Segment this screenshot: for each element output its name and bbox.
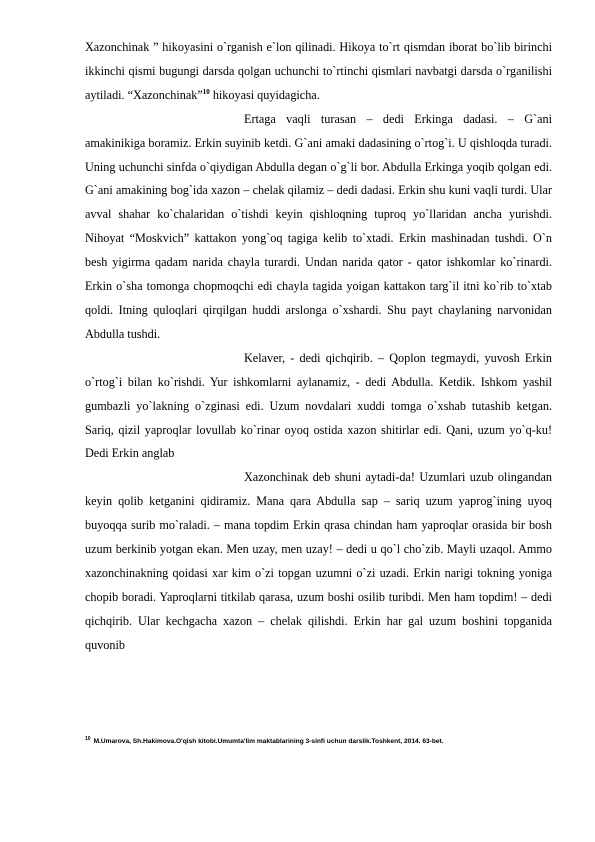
paragraph-1-text-end: hikoyasi quyidagicha. bbox=[209, 87, 320, 102]
paragraph-4: Xazonchinak deb shuni aytadi-da! Uzumlari uzub olingandan keyin qolib ketganini qidiramiz. Mana qara Abdulla sap – sariq uzum yaprog`ining uyoq buyoqqa surib mo`raladi. – mana topdim Erkin qrasa chindan ham yaproqlar orasida bir bosh uzum berkinib yotgan ekan. Men uzay, men uzay! – dedi u qo`l cho`zib. Mayli uzaqol. Ammo xazonchinakning qoidasi xar kim o`zi topgan uzumni o`zi uzadi. Erkin narigi tokning yoniga chopib boradi. Yaproqlarni titkilab qarasa, uzum boshi osilib turibdi. Men ham topdim! – dedi qichqirib. Ular kechgacha xazon – chelak qilishdi. Erkin har gal uzum boshini topganida quvonib bbox=[85, 470, 552, 652]
paragraph-1-text: Xazonchinak ” hikoyasini o`rganish e`lon qilinadi. Hikoya to`rt qismdan iborat bo`lib birinchi ikkinchi qismi bugungi darsda qolgan uchunchi to`rtinchi qismlari navbatgi darsda o`rganilishi aytiladi. “Xazonchinak” bbox=[85, 40, 552, 102]
footnote-number: 10 bbox=[85, 736, 91, 742]
footnote bbox=[85, 737, 552, 746]
footnote-reference[interactable]: 10 bbox=[202, 87, 210, 96]
paragraph-1 bbox=[85, 36, 552, 108]
footnote-text: M.Umarova, Sh.Hakimova.O'qish kitobi.Umumta'lim maktablarining 3-sinfi uchun darslik.Toshkent, 2014. 63-bet. bbox=[93, 738, 444, 745]
document-body bbox=[85, 36, 552, 658]
paragraph-2: Ertaga vaqli turasan – dedi Erkinga dadasi. – G`ani amakinikiga boramiz. Erkin suyinib ketdi. G`ani amaki dadasining o`rtog`i. U qishloqda turadi. Uning uchunchi sinfda o`qiydigan Abdulla degan o`g`li bor. Abdulla Erkinga yoqib qolgan edi. G`ani amakining bog`ida xazon – chelak qilamiz – dedi dadasi. Erkin shu kuni vaqli turdi. Ular avval shahar ko`chalaridan o`tishdi keyin qishloqning tuproq yo`llaridan ancha yurishdi. Nihoyat “Moskvich” kattakon yong`oq tagiga kelib to`xtadi. Erkin mashinadan tushdi. O`n besh yigirma qadam narida chayla turardi. Undan narida qator - qator ishkomlar ko`rinardi. Erkin o`sha tomonga chopmoqchi edi chayla tagida yoigan kattakon targ`il itni ko`rib to`xtab qoldi. Itning quloqlari qirqilgan huddi arslonga o`xshardi. Shu payt chaylaning narvonidan Abdulla tushdi. bbox=[85, 111, 552, 341]
paragraph-3: Kelaver, - dedi qichqirib. – Qoplon tegmaydi, yuvosh Erkin o`rtog`i bilan ko`rishdi. Yur ishkomlarni aylanamiz, - dedi Abdulla. Ketdik. Ishkom yashil gumbazli yo`lakning o`zginasi edi. Uzum novdalari xuddi tomga o`xshab tutashib ketgan. Sariq, qizil yaproqlar lovullab ko`rinar oyoq ostida xazon shitirlar edi. Qani, uzum yo`q-ku! Dedi Erkin anglab bbox=[85, 350, 552, 461]
